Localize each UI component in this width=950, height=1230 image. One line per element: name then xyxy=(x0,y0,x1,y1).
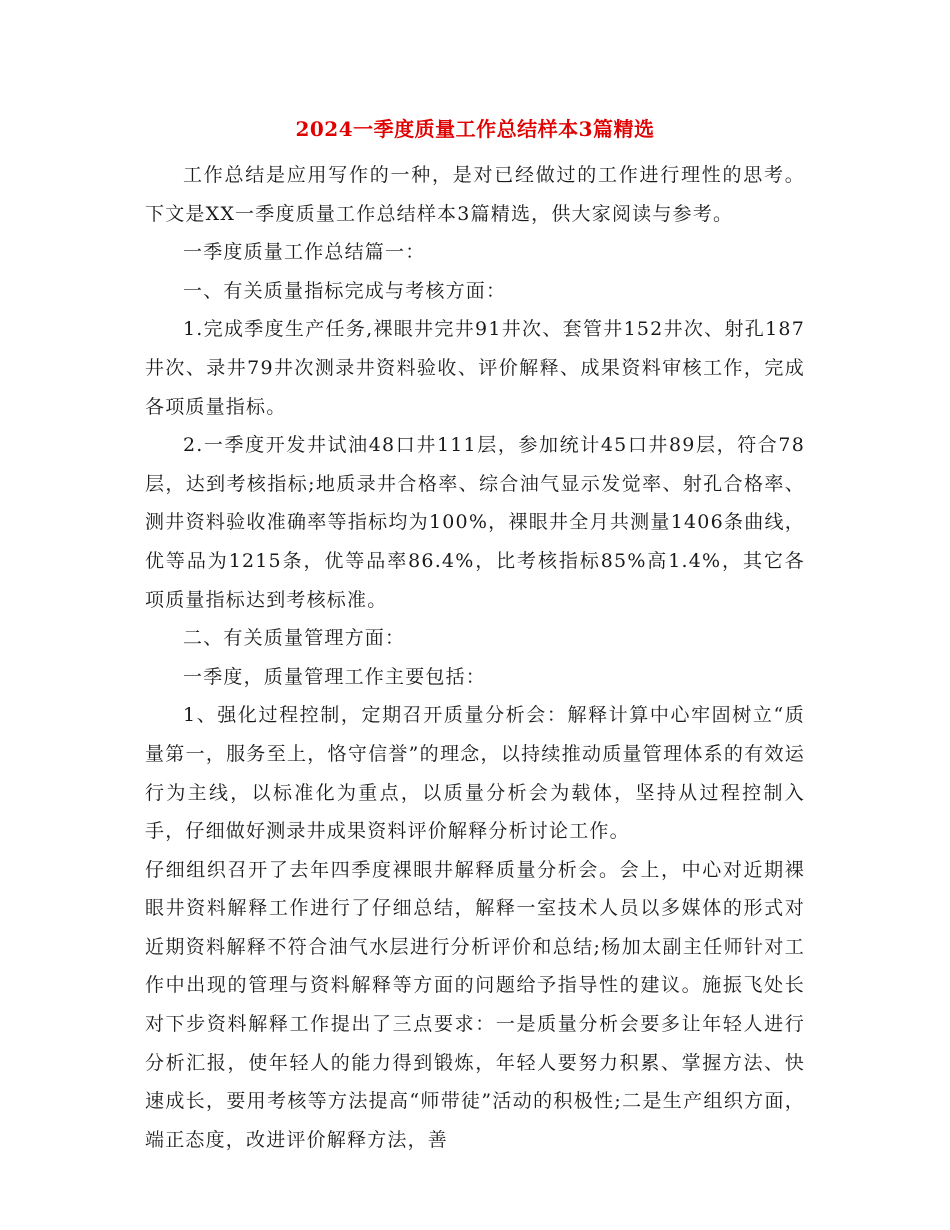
paragraph-3: 一、有关质量指标完成与考核方面： xyxy=(183,279,507,302)
paragraph-8: 1、强化过程控制，定期召开质量分析会：解释计算中心牢固树立“质量第一，服务至上，恪守信誉”的理念，以持续推动质量管理体系的有效运行为主线，以标准化为重点，以质量分析会为载体，坚持从过程控制入手，仔细做好测录井成果资料评价解释分析讨论工作。 xyxy=(145,704,805,843)
paragraph-2: 一季度质量工作总结篇一： xyxy=(183,241,426,264)
paragraph-1: 工作总结是应用写作的一种，是对已经做过的工作进行理性的思考。下文是XX一季度质量工作总结样本3篇精选，供大家阅读与参考。 xyxy=(145,164,805,225)
paragraph-5: 2.一季度开发井试油48口井111层，参加统计45口井89层，符合78层，达到考核指标;地质录井合格率、综合油气显示发觉率、射孔合格率、测井资料验收准确率等指标均为100%，裸眼井全月共测量1406条曲线，优等品为1215条，优等品率86.4%，比考核指标85%高1.4%，其它各项质量指标达到考核标准。 xyxy=(145,434,805,611)
document-title: 2024一季度质量工作总结样本3篇精选 xyxy=(295,117,655,141)
paragraph-6: 二、有关质量管理方面： xyxy=(183,627,406,650)
document-body xyxy=(145,156,805,1159)
paragraph-4: 1.完成季度生产任务,裸眼井完井91井次、套管井152井次、射孔187井次、录井79井次测录井资料验收、评价解释、成果资料审核工作，完成各项质量指标。 xyxy=(145,318,805,418)
paragraph-7: 一季度，质量管理工作主要包括： xyxy=(183,665,487,688)
paragraph-9: 仔细组织召开了去年四季度裸眼井解释质量分析会。会上，中心对近期裸眼井资料解释工作进行了仔细总结，解释一室技术人员以多媒体的形式对近期资料解释不符合油气水层进行分析评价和总结;杨加太副主任师针对工作中出现的管理与资料解释等方面的问题给予指导性的建议。施振飞处长对下步资料解释工作提出了三点要求：一是质量分析会要多让年轻人进行分析汇报，使年轻人的能力得到锻炼，年轻人要努力积累、掌握方法、快速成长，要用考核等方法提高“师带徒”活动的积极性;二是生产组织方面，端正态度，改进评价解释方法，善 xyxy=(145,858,805,1151)
